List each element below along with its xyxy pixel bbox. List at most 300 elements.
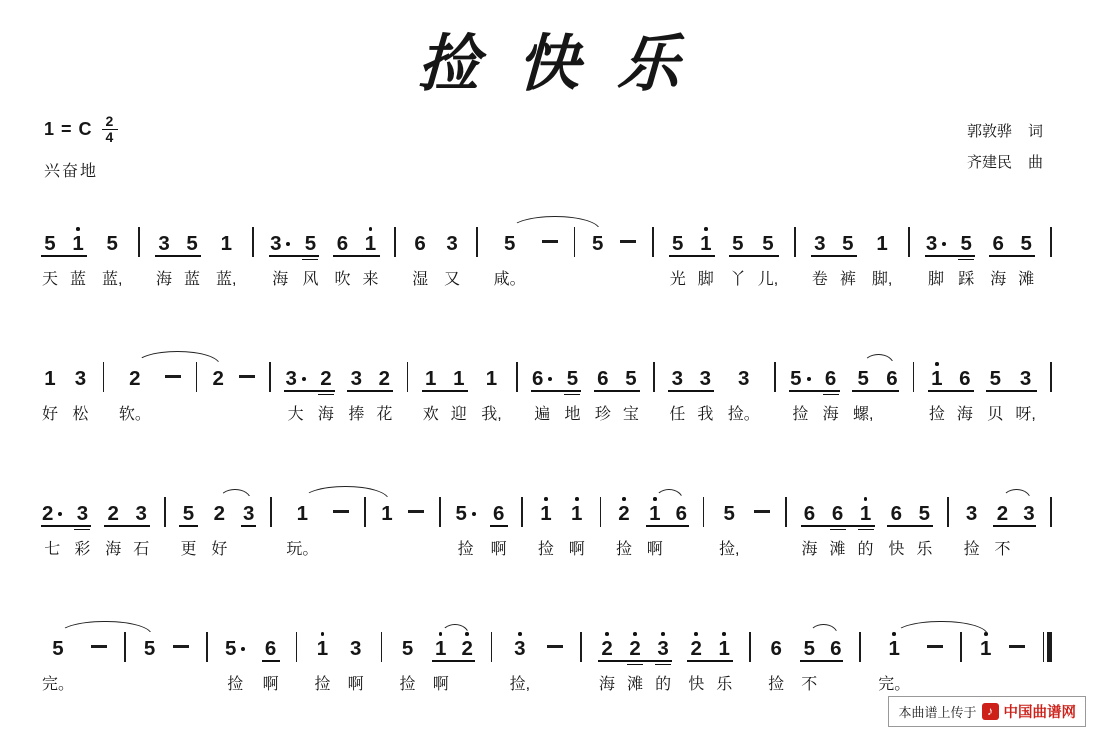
note-digit: 1 [540,502,552,525]
lyric-syllable: 快 [688,676,705,693]
upload-text: 本曲谱上传于 [898,705,977,720]
lyric-syllable: 不 [994,541,1011,558]
note-digit: 1 [980,637,992,660]
note-row [966,503,977,525]
note [225,624,245,696]
note-digit: 6 [597,367,609,390]
octave-dot [694,624,698,638]
note [510,624,530,696]
lyric-syllable: 的 [857,541,874,558]
note-row [402,638,413,660]
barline [859,632,861,662]
beam-underline [669,255,715,257]
note-digit: 2 [690,637,702,660]
note-group [423,354,467,426]
site-name[interactable]: 中国曲谱网 [1003,705,1076,721]
composer-role: 曲 [1027,154,1043,171]
sixteenth-underline [318,394,334,396]
note-row [350,638,361,660]
note-group [314,624,330,696]
lyric-syllable: 呀, [1015,406,1036,423]
time-signature [102,114,119,145]
lyric-syllable: 蓝, [216,271,237,288]
note-digit: 5 [723,502,735,525]
note-digit: 6 [414,232,426,255]
note-group [156,219,200,291]
lyric-syllable: 啊 [568,541,585,558]
note-row [676,503,687,525]
barline [439,497,441,527]
beam-underline [811,255,857,257]
sixteenth-underline [958,259,974,261]
note-digit: 6 [992,232,1004,255]
note-group [599,624,671,696]
note-digit: 2 [618,502,630,525]
note-digit: 3 [514,637,526,660]
note-digit: 1 [931,367,943,390]
note-row [629,638,640,660]
barline [270,497,272,527]
lyric-syllable: 捡 [928,406,945,423]
lyric-syllable: 软。 [118,406,151,423]
lyric-syllable: 完。 [878,676,911,693]
octave-dot [935,354,939,368]
note-digit: 1 [381,502,393,525]
note-row [858,368,869,390]
note-digit: 1 [888,637,900,660]
note-row [514,638,525,660]
note-row [365,233,376,255]
lyric-syllable: 海 [272,271,289,288]
note-row [672,233,683,255]
octave-dot [722,624,726,638]
note-group [730,219,778,291]
note-digit: 3 [135,502,147,525]
lyric-syllable: 海 [156,271,173,288]
music-system [42,332,1052,446]
note-digit: 3 [657,637,669,660]
lyric-syllable: 裤 [839,271,856,288]
sixteenth-underline [655,664,671,666]
note [872,219,892,291]
note-digit: 5 [182,502,195,525]
octave-dot [622,489,626,503]
barline [794,227,796,257]
barline [521,497,523,527]
note-row [732,233,743,255]
note-row [700,233,711,255]
note-digit: 2 [378,367,391,390]
note-row [42,503,62,525]
note-row [379,368,390,390]
note-digit: 5 [672,232,684,255]
lyric-syllable: 儿, [757,271,779,288]
beam-underline [262,660,280,662]
note-row [1023,503,1034,525]
barline [574,227,576,257]
note-row [265,638,276,660]
lyric-syllable: 海 [956,406,973,423]
note-row [691,638,702,660]
note-row [1021,233,1032,255]
barline [774,362,776,392]
note-group [964,489,980,561]
barline [600,497,602,527]
note-digit: 3 [74,367,87,390]
lyric-syllable: 脚 [697,271,714,288]
note-row [990,368,1001,390]
note-digit: 2 [129,367,141,390]
note-digit: 2 [629,637,641,660]
note [455,489,475,561]
lyric-syllable: 风 [302,271,319,288]
note [964,489,980,561]
note-digit: 1 [364,232,377,255]
note-group [263,624,279,696]
note-digit: 6 [890,502,903,525]
note-group [790,354,838,426]
duration-dash [91,645,107,648]
note-digit: 1 [876,232,888,255]
barline [364,497,366,527]
lyric-syllable: 捡 [963,541,980,558]
note-row [435,638,446,660]
beam-underline [925,255,975,257]
note-row [158,233,169,255]
note [768,624,784,696]
note-digit: 3 [158,232,170,255]
lyric-syllable: 啊 [347,676,364,693]
beam-underline [269,255,319,257]
note-digit: 6 [532,367,544,390]
barline [491,632,493,662]
note-digit: 1 [425,367,437,390]
beam-underline [284,390,334,392]
beam-underline [989,255,1035,257]
composer-name: 齐建民 [966,154,1012,171]
note-group [616,489,632,561]
score-systems [42,197,1052,716]
octave-dot [575,489,579,503]
music-system [42,467,1052,581]
lyric-syllable: 七 [44,541,61,558]
note-row [724,503,735,525]
note-row [832,503,843,525]
note-group [669,354,713,426]
sixteenth-underline [74,529,90,531]
note-row [567,368,578,390]
lyric-syllable: 捡 [768,676,785,693]
barline [749,632,751,662]
barline [206,632,208,662]
beam-underline [104,525,150,527]
octave-dot [518,624,522,638]
note-group [688,624,732,696]
note-digit: 1 [571,502,583,525]
note-group [926,219,974,291]
beam-underline [598,660,672,662]
lyric-syllable: 捡 [792,406,809,423]
octave-dot [369,219,373,233]
augmentation-dot [286,242,290,246]
note-group [812,219,856,291]
note-digit: 1 [220,232,232,255]
note-digit: 3 [350,367,363,390]
note-row [493,503,504,525]
note-row [657,638,668,660]
note [616,489,632,561]
note-group [538,489,554,561]
note-group [72,354,88,426]
barline [1050,497,1052,527]
lyric-syllable: 啊 [432,676,449,693]
note-digit: 1 [72,232,84,255]
note-row [961,233,972,255]
note-row [446,233,457,255]
augmentation-dot [58,512,62,516]
note-row [842,233,853,255]
note-row [317,638,328,660]
note-digit: 5 [143,637,156,660]
beam-underline [422,390,468,392]
note-row [618,503,629,525]
lyric-syllable: 迎 [450,406,467,423]
qupu-site-logo-icon: ♪ [982,703,999,720]
note-group [412,219,428,291]
note-digit: 2 [213,502,226,525]
note-row [993,233,1004,255]
augmentation-dot [548,377,552,381]
duration-dash [754,510,770,513]
note-row [919,503,930,525]
augmentation-dot [807,377,811,381]
barline [652,227,654,257]
note-row [455,503,475,525]
note-digit: 6 [264,637,277,660]
lyric-syllable: 捡 [537,541,554,558]
lyric-syllable: 捡 [227,676,244,693]
note-group [872,219,892,291]
lyric-syllable: 天 [42,271,59,288]
note-row [649,503,660,525]
note-digit: 1 [700,232,712,255]
lyric-syllable: 更 [180,541,197,558]
note-row [108,503,119,525]
note-row [886,368,897,390]
octave-dot [704,219,708,233]
note-group [180,489,196,561]
note [538,489,554,561]
note-digit: 6 [336,232,349,255]
barline [516,362,518,392]
lyric-syllable: 好 [42,406,59,423]
note-group [481,354,501,426]
composer-credit [967,147,1043,178]
note-row [597,368,608,390]
note-row [997,503,1008,525]
note-row [225,638,245,660]
lyric-syllable: 啊 [646,541,663,558]
note-digit: 3 [699,367,712,390]
barline [476,227,478,257]
beam-underline [852,390,899,392]
barline [913,362,915,392]
note-digit: 5 [455,502,467,525]
note-digit: 5 [401,637,414,660]
note-digit: 5 [732,232,744,255]
lyric-syllable: 海 [599,676,616,693]
note-digit: 6 [803,502,816,525]
lyricist-name: 郭敦骅 [966,123,1012,140]
lyric-syllable: 捧 [348,406,365,423]
note-digit: 5 [566,367,579,390]
augmentation-dot [942,242,946,246]
note-row [186,233,197,255]
augmentation-dot [472,512,476,516]
barline [394,227,396,257]
duration-dash [620,240,636,243]
beam-underline [594,390,640,392]
note-row [285,368,305,390]
lyric-syllable: 来 [362,271,379,288]
lyric-syllable: 花 [376,406,393,423]
note-digit: 5 [186,232,198,255]
note-group [270,219,318,291]
note-digit: 3 [349,637,362,660]
note-group [102,219,122,291]
note [348,624,364,696]
note-row [381,503,392,525]
note-row [107,233,118,255]
note-row [214,503,225,525]
note-digit: 5 [960,232,972,255]
barline [947,497,949,527]
beam-underline [531,390,581,392]
lyric-syllable: 乐 [916,541,933,558]
note-digit: 1 [316,637,329,660]
barline [653,362,655,392]
note-row [592,233,603,255]
lyric-syllable: 又 [444,271,461,288]
lyric-syllable: 光 [669,271,686,288]
augmentation-dot [302,377,306,381]
note-digit: 3 [270,232,282,255]
note-group [929,354,973,426]
beam-underline [887,525,933,527]
barline [381,632,383,662]
note [481,354,501,426]
note-digit: 3 [671,367,684,390]
lyric-syllable: 蓝, [102,271,123,288]
key-tempo-block [44,114,118,181]
note-digit: 5 [625,367,637,390]
note-group [42,354,58,426]
note-digit: 1 [296,502,309,525]
note-row [52,638,63,660]
beam-underline [41,255,87,257]
note-digit: 2 [42,502,54,525]
lyric-syllable: 珍 [594,406,611,423]
note-row [601,638,612,660]
barline [196,362,198,392]
beam-underline [993,525,1036,527]
barline [1050,362,1052,392]
barline [138,227,140,257]
note-digit: 5 [503,232,516,255]
note-row [719,638,730,660]
slur-arc [58,621,152,635]
note-digit: 6 [824,367,837,390]
lyric-syllable: 海 [317,406,334,423]
note-row [876,233,887,255]
duration-dash [547,645,563,648]
note-row [44,368,55,390]
lyric-syllable: 吹 [334,271,351,288]
note-row [672,368,683,390]
lyric-syllable: 啊 [262,676,279,693]
note-group [595,354,639,426]
note-digit: 1 [44,367,56,390]
lyric-syllable: 湿 [412,271,429,288]
barline [252,227,254,257]
note-digit: 2 [212,367,224,390]
note-row [183,503,194,525]
sixteenth-underline [823,394,839,396]
note-group [348,354,392,426]
lyric-syllable: 捡。 [727,406,760,423]
note-row [504,233,515,255]
note-group [285,354,333,426]
note-digit: 6 [886,367,898,390]
note [102,219,122,291]
note-digit: 5 [762,232,774,255]
lyric-syllable: 宝 [622,406,639,423]
beam-underline [729,255,779,257]
beam-underline [928,390,974,392]
note-digit: 3 [814,232,826,255]
note-digit: 5 [989,367,1001,390]
lyric-syllable: 丫 [729,271,746,288]
note-row [414,233,425,255]
octave-dot [321,624,325,638]
tempo-marking: 兴奋地 [44,163,99,180]
note-group [455,489,475,561]
lyric-syllable: 地 [564,406,581,423]
note-row [297,503,308,525]
note-digit: 6 [770,637,782,660]
lyricist-credit [967,116,1043,147]
note-row [1020,368,1031,390]
beam-underline [986,390,1036,392]
note-digit: 6 [492,502,505,525]
note-digit: 1 [453,367,465,390]
note-row [144,638,155,660]
beam-underline [490,525,508,527]
note-digit: 5 [790,367,802,390]
octave-dot [76,219,80,233]
note-digit: 2 [107,502,119,525]
note-row [540,503,551,525]
note-group [888,489,932,561]
note-row [891,503,902,525]
note-digit: 1 [718,637,730,660]
lyric-syllable: 滩 [627,676,644,693]
lyric-syllable: 啊 [490,541,507,558]
lyric-syllable: 捡 [615,541,632,558]
note-row [425,368,436,390]
note-row [860,503,871,525]
note-row [830,638,841,660]
